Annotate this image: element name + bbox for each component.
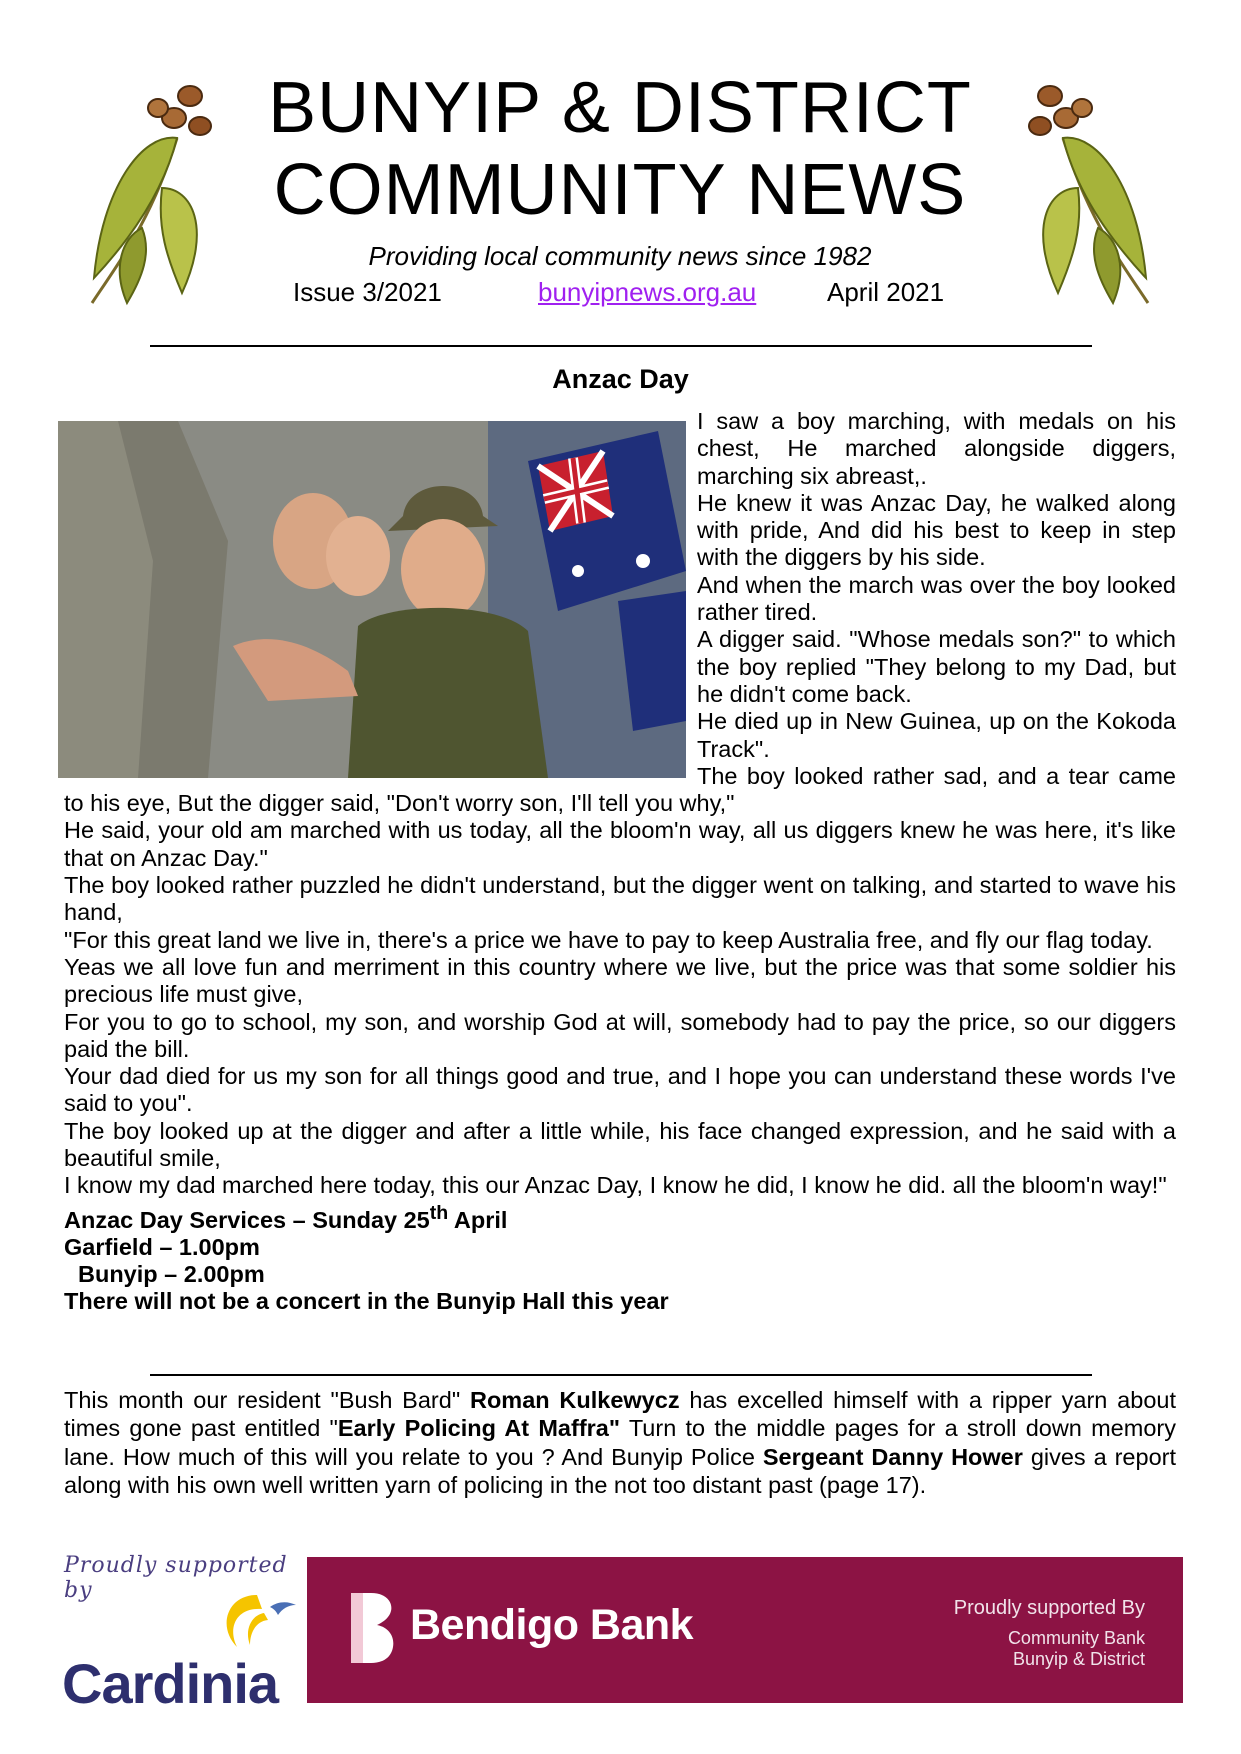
article-paragraph: And when the march was over the boy looked rather tired. bbox=[697, 571, 1176, 626]
bendigo-b-logo-icon bbox=[347, 1591, 397, 1665]
article-paragraph: I know my dad marched here today, this our Anzac Day, I know he did, I know he did. all the bloom'n way!" bbox=[64, 1172, 1167, 1199]
article-paragraph: A digger said. "Whose medals son?" to which the boy replied "They belong to my Dad, but he didn't come back. bbox=[697, 626, 1176, 707]
bank-support-line1: Proudly supported By bbox=[953, 1597, 1145, 1619]
bendigo-bank-banner bbox=[307, 1557, 1183, 1703]
story-title: Early Policing At Maffra" bbox=[337, 1415, 621, 1442]
concert-notice: There will not be a concert in the Bunyip Hall this year bbox=[64, 1288, 669, 1315]
issue-date: April 2021 bbox=[827, 277, 945, 307]
article-paragraph: The boy looked up at the digger and after a little while, his face changed expression, and he said with a beautiful smile, bbox=[64, 1117, 1176, 1172]
bank-support-text bbox=[954, 1597, 1145, 1670]
bendigo-bank-name: Bendigo Bank bbox=[410, 1601, 694, 1649]
article-paragraph: He knew it was Anzac Day, he walked along with pride, And did his best to keep in step with the diggers by his side. bbox=[697, 489, 1176, 571]
article-paragraph: He died up in New Guinea, up on the Kokoda Track". bbox=[697, 708, 1176, 762]
bank-support-line3: Bunyip & District bbox=[1012, 1649, 1145, 1669]
article-headline: Anzac Day bbox=[552, 364, 689, 394]
article-paragraph: "For this great land we live in, there's a price we have to pay to keep Australia free, and fly our flag today. bbox=[64, 926, 1153, 953]
website-link[interactable]: bunyipnews.org.au bbox=[538, 277, 757, 307]
article-paragraph: The boy looked rather sad, and a tear came to his eye, But the digger said, "Don't worry son, I'll tell you why," bbox=[64, 762, 1176, 817]
masthead-tagline: Providing local community news since 1982 bbox=[368, 241, 872, 271]
service-garfield: Garfield – 1.00pm bbox=[64, 1233, 260, 1260]
service-bunyip: Bunyip – 2.00pm bbox=[78, 1261, 265, 1288]
article-body bbox=[64, 408, 1176, 1316]
article-paragraph: I saw a boy marching, with medals on his chest, He marched alongside diggers, marching six abreast,. bbox=[697, 408, 1176, 489]
gum-leaf-and-nut-icon bbox=[82, 78, 222, 308]
author-name: Roman Kulkewycz bbox=[469, 1387, 680, 1413]
issue-number: Issue 3/2021 bbox=[293, 277, 442, 307]
divider-middle bbox=[150, 1374, 1092, 1376]
cardinia-swoosh-icon bbox=[212, 1587, 302, 1657]
cardinia-sponsor bbox=[62, 1553, 312, 1715]
masthead-title-line1: BUNYIP & DISTRICT bbox=[268, 68, 972, 148]
services-heading: Anzac Day Services – Sunday 25th April bbox=[64, 1201, 508, 1233]
cardinia-logo-text: Cardinia bbox=[62, 1652, 279, 1715]
issue-intro: This month our resident "Bush Bard" Roman Kulkewycz has excelled himself with a ripper yarn about times gone past entitled "Early Policing At Maffra" Turn to the middle pages for a stroll down memory lane. How much of this will you relate to you ? And Bunyip Police Sergeant Danny Hower gives a report along with his own well written yarn of policing in the not too distant past (page 17). bbox=[64, 1387, 1176, 1499]
bank-support-line2: Community Bank bbox=[1007, 1628, 1145, 1648]
article-paragraph: For you to go to school, my son, and worship God at will, somebody had to pay the price, so our diggers paid the bill. bbox=[64, 1008, 1176, 1062]
gum-leaf-and-nut-icon bbox=[1018, 78, 1158, 308]
article-paragraph: The boy looked rather puzzled he didn't understand, but the digger went on talking, and started to wave his hand, bbox=[64, 872, 1176, 926]
masthead-title-line2: COMMUNITY NEWS bbox=[273, 150, 967, 230]
officer-name: Sergeant Danny Hower bbox=[762, 1443, 1023, 1470]
masthead bbox=[0, 0, 1241, 330]
article-paragraph: Your dad died for us my son for all things good and true, and I hope you can understand these words I've said to you". bbox=[64, 1063, 1176, 1117]
article-paragraph: Yeas we all love fun and merriment in this country where we live, but the price was that some soldier his precious life must give, bbox=[64, 953, 1176, 1008]
article-paragraph: He said, your old am marched with us today, all the bloom'n way, all us diggers knew he was here, it's like that on Anzac Day." bbox=[64, 817, 1176, 871]
proudly-supported-label: Proudly supported by bbox=[64, 1553, 288, 1603]
photo-space bbox=[64, 408, 697, 778]
divider-top bbox=[150, 345, 1092, 347]
